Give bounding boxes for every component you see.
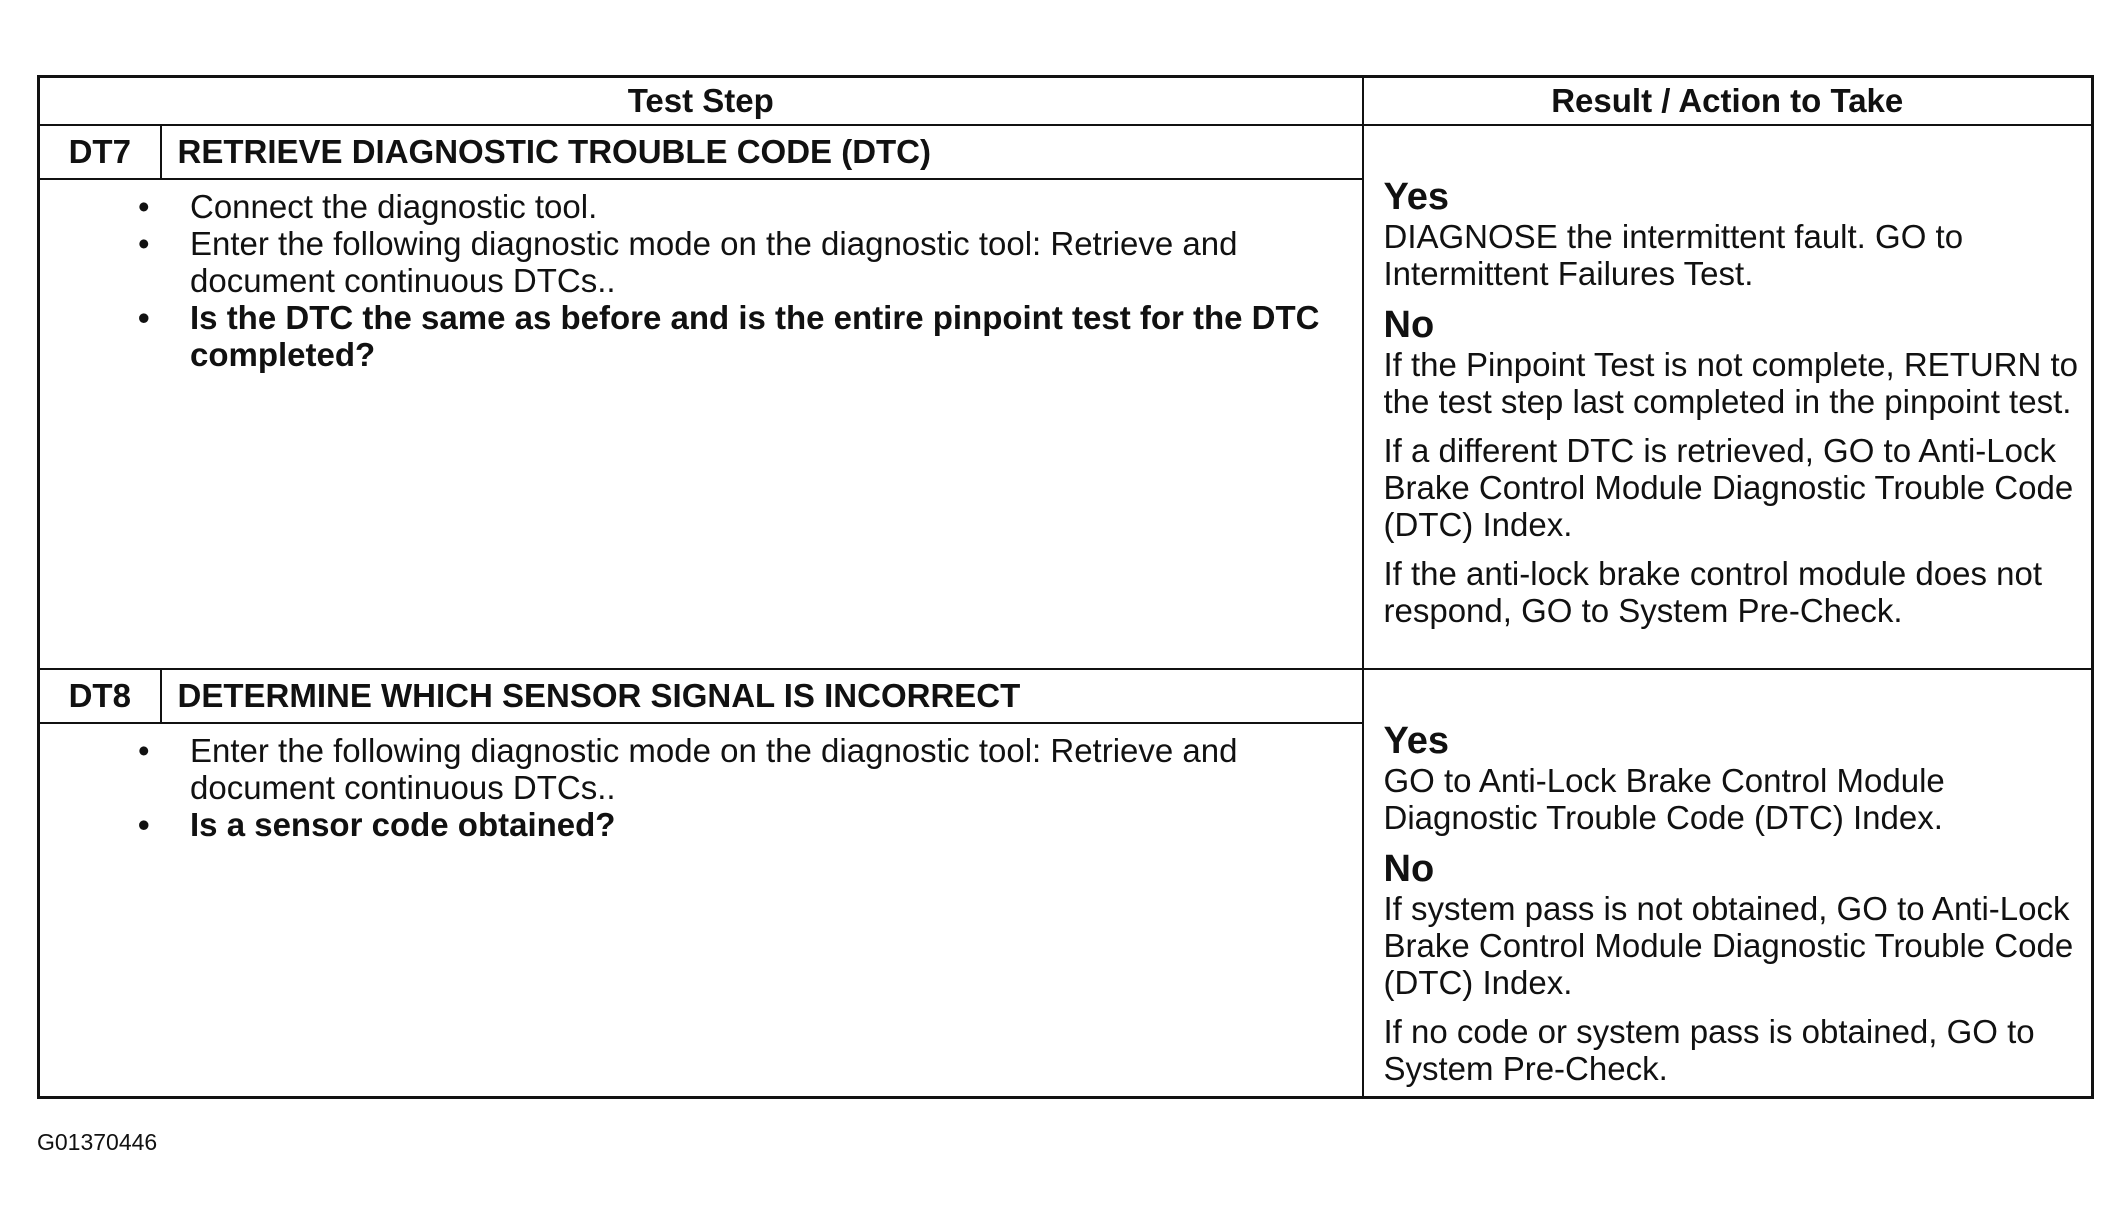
bullet-icon: • (138, 225, 150, 262)
list-item (138, 732, 1342, 806)
list-item (138, 806, 1342, 843)
step-body-dt7 (39, 179, 1363, 669)
result-cell-dt8 (1363, 669, 2093, 1098)
no-paragraph: If the anti-lock brake control module does not respond, GO to System Pre-Check. (1383, 555, 2043, 629)
table-header-row (39, 77, 2093, 126)
instruction-text: Connect the diagnostic tool. (190, 188, 598, 225)
instruction-list (40, 180, 1362, 373)
step-title-row-dt8 (39, 669, 2093, 723)
bullet-icon: • (138, 188, 150, 225)
step-body-dt8 (39, 723, 1363, 1098)
no-paragraph: If no code or system pass is obtained, GO to System Pre-Check. (1383, 1013, 2035, 1087)
no-label: No (1383, 304, 1435, 346)
bullet-icon: • (138, 806, 150, 843)
yes-label: Yes (1383, 176, 1450, 218)
bullet-icon: • (138, 732, 150, 769)
figure-id: G01370446 (37, 1129, 158, 1155)
no-label: No (1383, 848, 1435, 890)
yes-text: DIAGNOSE the intermittent fault. GO to Intermittent Failures Test. (1383, 218, 1964, 292)
step-title-row-dt7 (39, 125, 2093, 179)
no-paragraph: If system pass is not obtained, GO to Anti-Lock Brake Control Module Diagnostic Trouble Code (DTC) Index. (1383, 890, 2074, 1001)
no-paragraph: If a different DTC is retrieved, GO to Anti-Lock Brake Control Module Diagnostic Trouble Code (DTC) Index. (1383, 432, 2074, 543)
instruction-text: Enter the following diagnostic mode on the diagnostic tool: Retrieve and document continuous DTCs.. (190, 225, 1238, 299)
diagnostic-test-table (37, 75, 2094, 1099)
yes-label: Yes (1383, 720, 1450, 762)
step-id-dt8: DT8 (39, 669, 161, 723)
instruction-list (40, 724, 1362, 843)
list-item (138, 225, 1342, 299)
step-id-dt7: DT7 (39, 125, 161, 179)
result-cell-dt7 (1363, 125, 2093, 669)
yes-text: GO to Anti-Lock Brake Control Module Diagnostic Trouble Code (DTC) Index. (1383, 762, 1945, 836)
test-step-header: Test Step (39, 77, 1363, 126)
instruction-question: Is the DTC the same as before and is the entire pinpoint test for the DTC completed? (190, 299, 1320, 373)
bullet-icon: • (138, 299, 150, 336)
no-paragraph: If the Pinpoint Test is not complete, RETURN to the test step last completed in the pinpoint test. (1383, 346, 2079, 420)
step-title-dt8: DETERMINE WHICH SENSOR SIGNAL IS INCORRECT (161, 669, 1363, 723)
instruction-question: Is a sensor code obtained? (190, 806, 616, 843)
list-item (138, 188, 1342, 225)
step-title-dt7: RETRIEVE DIAGNOSTIC TROUBLE CODE (DTC) (161, 125, 1363, 179)
instruction-text: Enter the following diagnostic mode on the diagnostic tool: Retrieve and document continuous DTCs.. (190, 732, 1238, 806)
result-action-header: Result / Action to Take (1363, 77, 2093, 126)
list-item (138, 299, 1342, 373)
